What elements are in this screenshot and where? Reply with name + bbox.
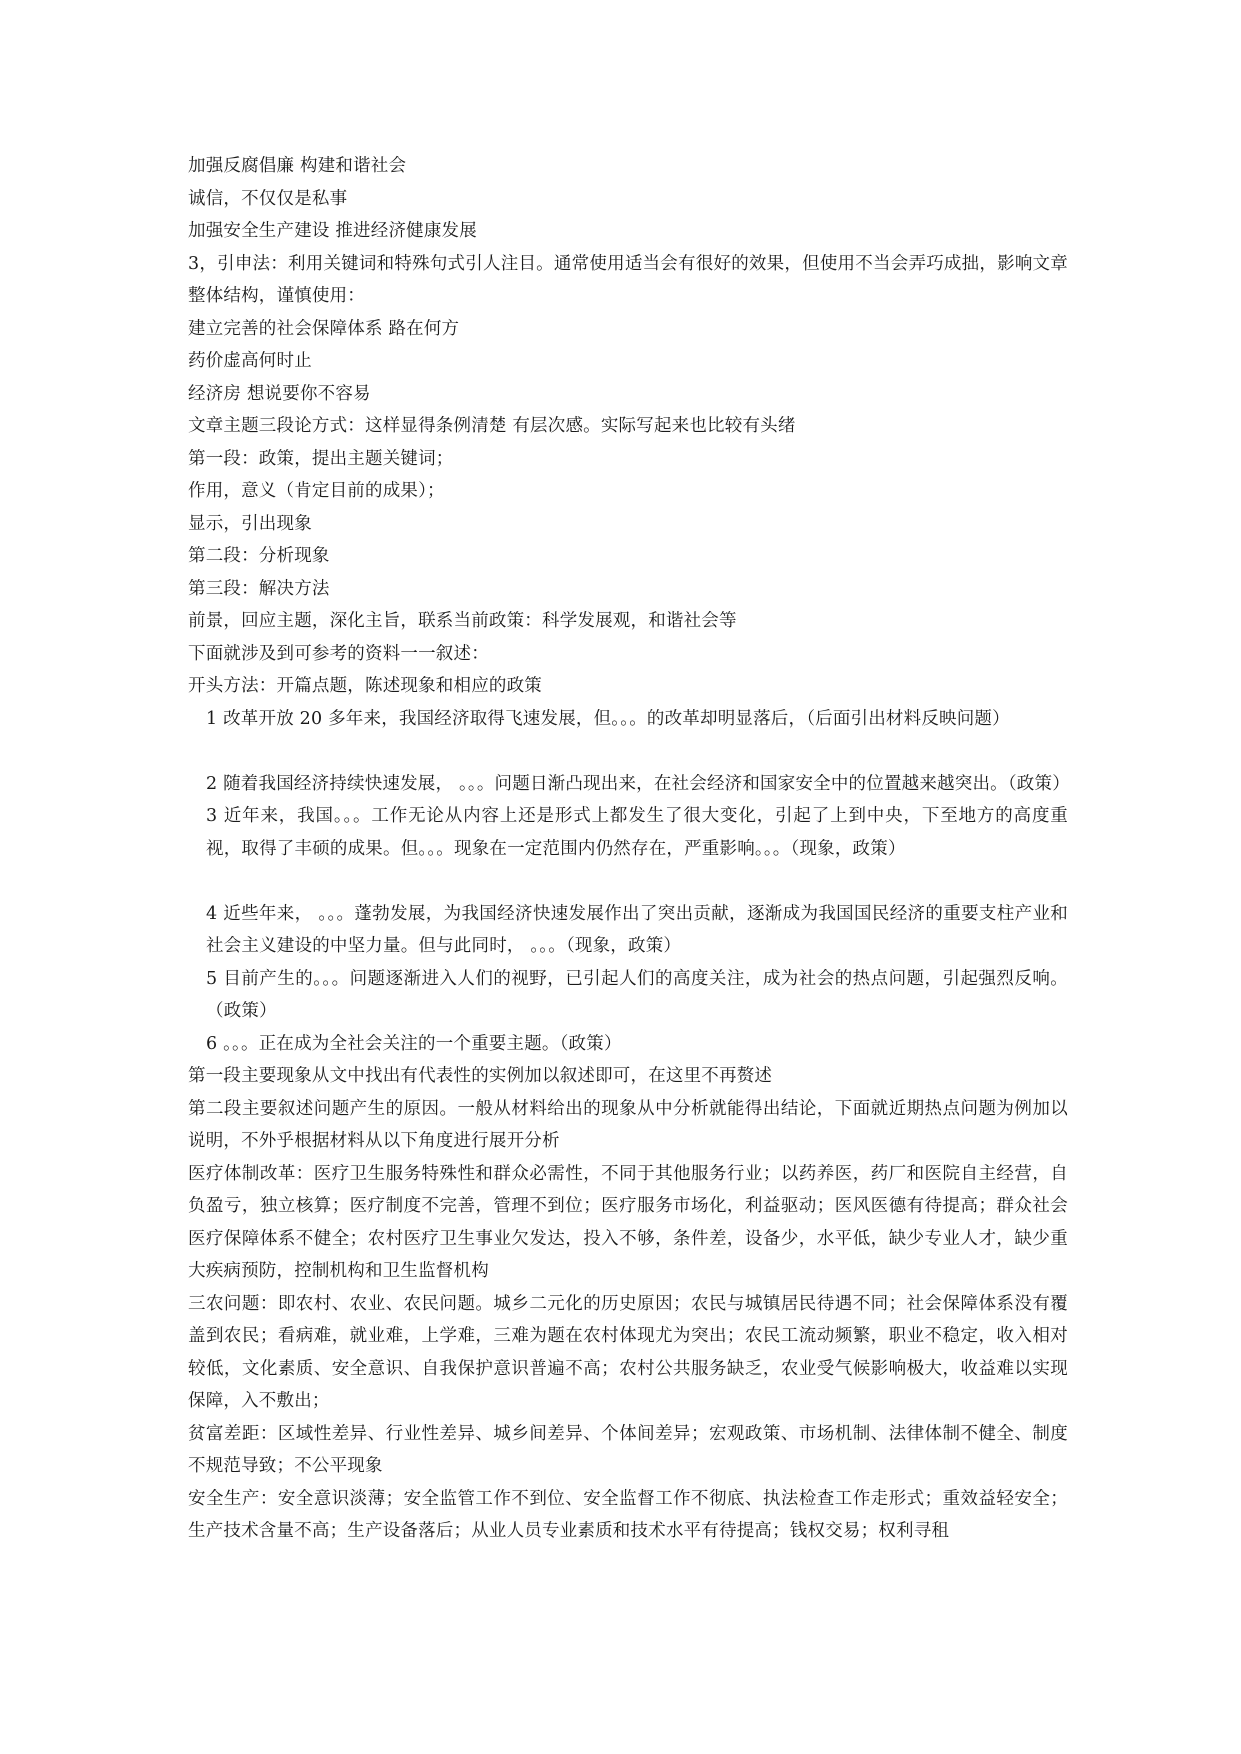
text-paragraph: 第二段主要叙述问题产生的原因。一般从材料给出的现象从中分析就能得出结论，下面就近期热点问题为例加以说明，不外乎根据材料从以下角度进行展开分析 <box>188 1098 1068 1151</box>
text-line: 作用，意义（肯定目前的成果）； <box>188 481 445 501</box>
topic-production-safety: 安全生产：安全意识淡薄；安全监管工作不到位、安全监督工作不彻底、执法检查工作走形式；重效益轻安全；生产技术含量不高；生产设备落后；从业人员专业素质和技术水平有待提高；钱权交易；权利寻租 <box>188 1488 1068 1541</box>
numbered-item-5: 5 目前产生的。。。问题逐渐进入人们的视野，已引起人们的高度关注，成为社会的热点问题，引起强烈反响。（政策） <box>206 968 1068 1021</box>
blank-line <box>188 735 1068 768</box>
text-line: 第一段主要现象从文中找出有代表性的实例加以叙述即可，在这里不再赘述 <box>188 1066 773 1086</box>
text-line: 加强安全生产建设 推进经济健康发展 <box>188 221 477 241</box>
blank-line <box>188 865 1068 898</box>
text-line: 建立完善的社会保障体系 路在何方 <box>188 318 460 339</box>
text-line: 第二段：分析现象 <box>188 546 330 566</box>
text-line: 文章主题三段论方式：这样显得条例清楚 有层次感。实际写起来也比较有头绪 <box>188 416 796 436</box>
text-line: 显示，引出现象 <box>188 513 312 534</box>
numbered-item-1: 1 改革开放 20 多年来，我国经济取得飞速发展，但。。。的改革却明显落后，（后面引出材料反映问题） <box>206 708 1010 729</box>
document-page <box>188 150 1068 1548</box>
text-line: 开头方法：开篇点题，陈述现象和相应的政策 <box>188 676 542 696</box>
text-line: 加强反腐倡廉 构建和谐社会 <box>188 156 407 176</box>
text-paragraph: 3，引申法：利用关键词和特殊句式引人注目。通常使用适当会有很好的效果，但使用不当会弄巧成拙，影响文章整体结构，谨慎使用： <box>188 253 1068 306</box>
numbered-item-2: 2 随着我国经济持续快速发展， 。。。问题日渐凸现出来，在社会经济和国家安全中的位置越来越突出。（政策） <box>206 773 1070 794</box>
text-line: 前景，回应主题，深化主旨，联系当前政策：科学发展观，和谐社会等 <box>188 611 737 631</box>
text-line: 第一段：政策，提出主题关键词； <box>188 448 454 469</box>
text-line: 经济房 想说要你不容易 <box>188 383 371 404</box>
topic-medical-reform: 医疗体制改革：医疗卫生服务特殊性和群众必需性，不同于其他服务行业；以药养医，药厂和医院自主经营，自负盈亏，独立核算；医疗制度不完善，管理不到位；医疗服务市场化，利益驱动；医风医德有待提高；群众社会医疗保障体系不健全；农村医疗卫生事业欠发达，投入不够，条件差，设备少，水平低，缺少专业人才，缺少重大疾病预防，控制机构和卫生监督机构 <box>188 1163 1068 1281</box>
topic-wealth-gap: 贫富差距：区域性差异、行业性差异、城乡间差异、个体间差异；宏观政策、市场机制、法律体制不健全、制度不规范导致；不公平现象 <box>188 1423 1068 1476</box>
text-line: 诚信，不仅仅是私事 <box>188 188 348 209</box>
numbered-item-6: 6 。。。正在成为全社会关注的一个重要主题。（政策） <box>206 1033 622 1054</box>
text-line: 下面就涉及到可参考的资料一一叙述： <box>188 643 489 664</box>
numbered-item-3: 3 近年来，我国。。。工作无论从内容上还是形式上都发生了很大变化，引起了上到中央，下至地方的高度重视，取得了丰硕的成果。但。。。现象在一定范围内仍然存在，严重影响。。。（现象，政策） <box>206 806 1068 859</box>
topic-three-rural-issues: 三农问题：即农村、农业、农民问题。城乡二元化的历史原因；农民与城镇居民待遇不同；社会保障体系没有覆盖到农民；看病难，就业难，上学难，三难为题在农村体现尤为突出；农民工流动频繁，职业不稳定，收入相对较低，文化素质、安全意识、自我保护意识普遍不高；农村公共服务缺乏，农业受气候影响极大，收益难以实现保障，入不敷出； <box>188 1293 1068 1411</box>
text-line: 药价虚高何时止 <box>188 351 312 371</box>
text-line: 第三段：解决方法 <box>188 578 330 599</box>
numbered-item-4: 4 近些年来， 。。。蓬勃发展，为我国经济快速发展作出了突出贡献，逐渐成为我国国民经济的重要支柱产业和社会主义建设的中坚力量。但与此同时， 。。。（现象，政策） <box>206 903 1068 956</box>
